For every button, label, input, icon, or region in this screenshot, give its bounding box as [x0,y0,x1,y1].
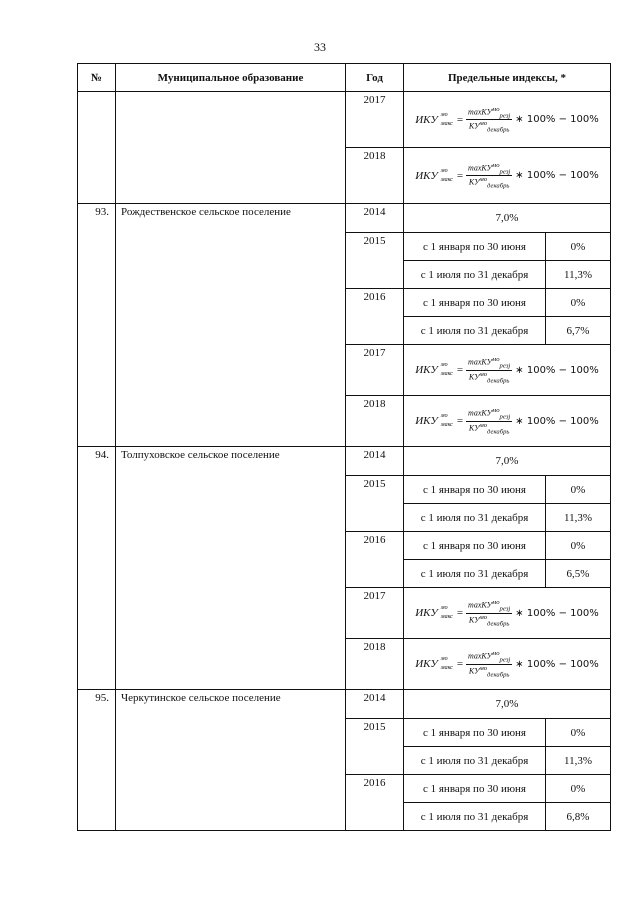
formula-numerator-sup: мо [491,105,500,113]
table-row [78,92,611,148]
year-cell: 2018 [346,148,404,204]
formula-equals: = [456,169,464,182]
year-cell: 2015 [346,719,404,775]
year-cell: 2018 [346,396,404,447]
formula-denominator: КУ [468,177,480,187]
period-value: 0% [570,296,586,309]
table-row [78,204,611,233]
formula-equals: = [456,658,464,670]
period-value: 6,5% [546,560,611,588]
formula-fraction [466,106,512,134]
index-formula [404,650,610,678]
formula-denominator: КУ [468,423,480,433]
formula-denominator-sub: декабрь [487,619,510,627]
formula-lhs: ИКУ [415,169,438,182]
period-label: с 1 января по 30 июня [404,532,546,560]
period-split-cell [404,532,611,588]
formula-sub: макс [440,422,453,428]
formula-denominator-sup: мо [479,664,488,672]
formula-numerator-sup: мо [491,650,500,658]
year-cell: 2018 [346,639,404,690]
period-label: с 1 января по 30 июня [404,289,546,317]
period-split-cell [404,775,611,831]
percent-cell: 7,0% [404,690,611,719]
period-label: с 1 января по 30 июня [404,775,546,803]
table-row [78,447,611,476]
formula-lhs: ИКУ [415,364,438,376]
formula-denominator-sub: декабрь [487,182,510,190]
period-value: 6,8% [546,803,611,831]
header-num: № [78,64,116,92]
formula-denominator-sub: декабрь [487,126,510,134]
formula-denominator-sup: мо [479,176,488,183]
formula-sup: мо [440,656,448,662]
year-cell: 2016 [346,289,404,345]
formula-numerator-sup: мо [491,161,500,169]
formula-equals: = [456,364,464,376]
year-cell: 2016 [346,775,404,831]
formula-cell [404,148,611,204]
formula-sub: макс [440,371,453,377]
formula-tail: ∗ 100% − 100% [515,364,599,376]
formula-cell [404,345,611,396]
table-row [78,690,611,719]
table-header-row [78,64,611,92]
formula-denominator-sub: декабрь [487,376,510,384]
formula-denominator: КУ [468,666,480,676]
formula-numerator-sub: peзj [499,656,511,664]
period-label: с 1 июля по 31 декабря [404,504,546,532]
formula-tail: ∗ 100% − 100% [515,658,599,670]
formula-numerator-sub: peзj [499,112,511,119]
year-cell: 2017 [346,345,404,396]
formula-equals: = [456,113,464,126]
formula-denominator-sup: мо [479,120,488,127]
period-value: 6,7% [546,317,611,345]
formula-equals: = [456,607,464,619]
indices-table [77,63,611,831]
formula-cell [404,92,611,148]
formula-denominator-sup: мо [479,421,488,429]
formula-lhs: ИКУ [415,113,438,126]
formula-numerator: maxКУ [468,651,492,661]
period-value: 11,3% [546,747,611,775]
header-indices: Предельные индексы, * [404,64,611,92]
index-formula [404,162,610,190]
formula-tail: ∗ 100% − 100% [515,607,599,619]
formula-numerator-sub: peзj [499,362,511,370]
formula-denominator-sub: декабрь [487,427,510,435]
period-value: 0% [570,726,586,739]
period-value: 11,3% [546,261,611,289]
header-year: Год [346,64,404,92]
formula-fraction [466,407,512,435]
year-cell: 2014 [346,447,404,476]
formula-numerator: maxКУ [468,408,492,418]
year-cell: 2015 [346,476,404,532]
year-cell: 2016 [346,532,404,588]
row-num [78,92,116,204]
formula-equals: = [456,415,464,427]
period-value: 0% [570,539,586,552]
period-split-cell [404,719,611,775]
formula-numerator: maxКУ [468,600,492,610]
formula-numerator: maxКУ [468,163,492,173]
row-municipality: Черкутинское сельское поселение [116,690,346,831]
period-split-cell [404,476,611,532]
year-cell: 2014 [346,204,404,233]
period-label: с 1 июля по 31 декабря [404,560,546,588]
page-number: 33 [314,40,326,54]
row-municipality [116,92,346,204]
formula-sub: макс [440,176,453,183]
year-cell: 2014 [346,690,404,719]
formula-tail: ∗ 100% − 100% [515,114,599,125]
period-label: с 1 июля по 31 декабря [404,261,546,289]
formula-denominator-sub: декабрь [487,670,510,678]
period-value: 0% [570,782,586,795]
period-label: с 1 июля по 31 декабря [404,803,546,831]
formula-sub: макс [440,614,453,620]
period-label: с 1 января по 30 июня [404,233,546,261]
row-num: 95. [78,690,116,831]
period-value: 0% [570,240,586,253]
formula-sup: мо [440,362,448,368]
formula-denominator: КУ [468,372,480,382]
formula-numerator-sub: peзj [499,168,511,175]
formula-numerator-sub: peзj [499,413,511,421]
period-label: с 1 января по 30 июня [404,476,546,504]
formula-numerator-sup: мо [491,407,500,415]
formula-numerator: maxКУ [468,107,492,117]
period-label: с 1 января по 30 июня [404,719,546,747]
year-cell: 2017 [346,588,404,639]
row-municipality: Рождественское сельское поселение [116,204,346,447]
formula-numerator-sub: peзj [499,605,511,613]
period-value: 11,3% [546,504,611,532]
formula-sup: мо [440,413,448,419]
formula-fraction [466,356,512,384]
formula-numerator-sup: мо [491,356,500,364]
index-formula [404,407,610,435]
formula-fraction [466,650,512,678]
formula-tail: ∗ 100% − 100% [515,415,599,427]
formula-numerator: maxКУ [468,357,492,367]
index-formula [404,356,610,384]
formula-lhs: ИКУ [415,415,438,427]
period-value: 0% [570,483,586,496]
row-num: 94. [78,447,116,690]
formula-sub: макс [440,665,453,671]
formula-lhs: ИКУ [415,658,438,670]
formula-tail: ∗ 100% − 100% [515,170,599,181]
year-cell: 2015 [346,233,404,289]
row-num: 93. [78,204,116,447]
formula-denominator: КУ [468,121,480,131]
formula-cell [404,588,611,639]
formula-denominator-sup: мо [479,613,488,621]
percent-cell: 7,0% [404,204,611,233]
formula-sup: мо [440,167,448,174]
formula-cell [404,639,611,690]
index-formula [404,106,610,134]
formula-fraction [466,162,512,190]
formula-sup: мо [440,605,448,611]
period-label: с 1 июля по 31 декабря [404,317,546,345]
formula-sub: макс [440,120,453,127]
percent-cell: 7,0% [404,447,611,476]
formula-numerator-sup: мо [491,599,500,607]
formula-lhs: ИКУ [415,607,438,619]
formula-denominator: КУ [468,615,480,625]
year-cell: 2017 [346,92,404,148]
index-formula [404,599,610,627]
period-split-cell [404,233,611,289]
row-municipality: Толпуховское сельское поселение [116,447,346,690]
period-label: с 1 июля по 31 декабря [404,747,546,775]
formula-denominator-sup: мо [479,370,488,378]
formula-cell [404,396,611,447]
formula-sup: мо [440,111,448,118]
header-municipality: Муниципальное образование [116,64,346,92]
period-split-cell [404,289,611,345]
formula-fraction [466,599,512,627]
